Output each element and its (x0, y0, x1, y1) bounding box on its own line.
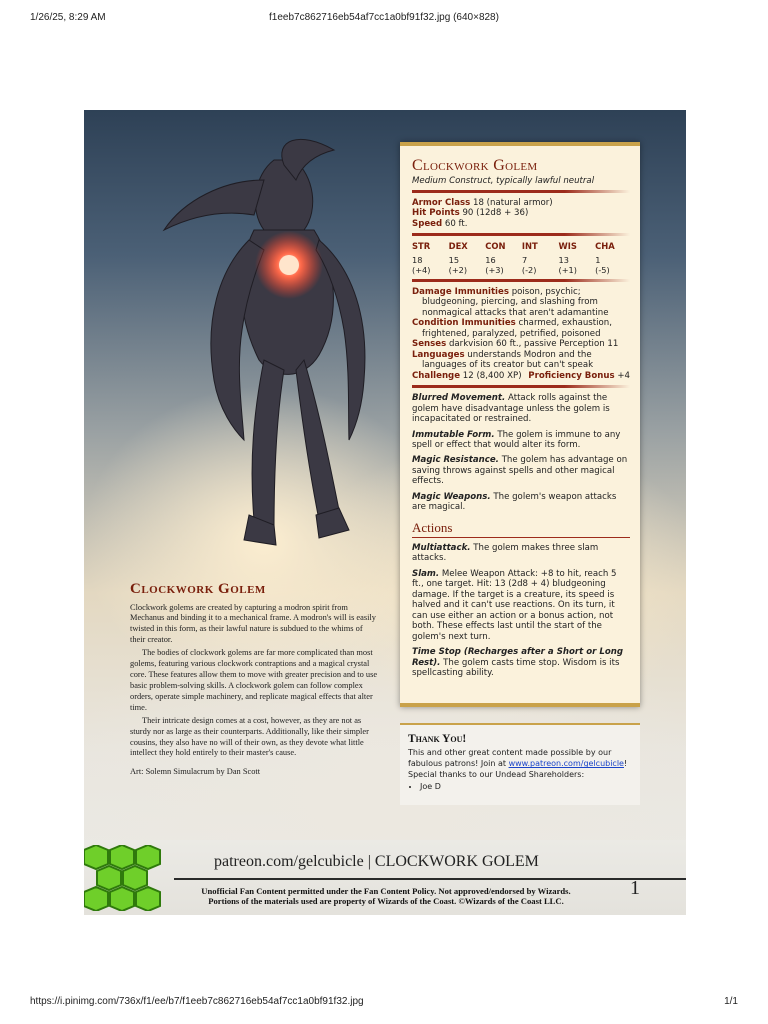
armor-class-row (412, 198, 630, 208)
action-name: Slam. (412, 568, 440, 579)
legal-line: Unofficial Fan Content permitted under the Fan Content Policy. Not approved/endorsed by Wizards. (201, 886, 571, 896)
print-url: https://i.pinimg.com/736x/f1/ee/b7/f1eeb7c862716eb54af7cc1a0bf91f32.jpg (30, 996, 364, 1007)
hit-points-value: 90 (12d8 + 36) (462, 208, 529, 219)
speed-label: Speed (412, 218, 443, 229)
lore-paragraph: Clockwork golems are created by capturing a modron spirit from Mechanus and binding it to a mechanical frame. A modron's will is easily twisted in this form, as their lawful nature is subdued to the whims of their creator. (130, 602, 376, 645)
proficiency-label: Proficiency Bonus (528, 370, 615, 381)
ability-value: 16 (+3) (485, 254, 504, 275)
thanks-text (408, 747, 632, 781)
action-slam (412, 569, 630, 642)
thanks-text-part: ! Special thanks to our Undead Shareholders: (408, 759, 628, 780)
print-page-count: 1/1 (724, 996, 738, 1007)
challenge-row (412, 371, 630, 381)
armor-class-label: Armor Class (412, 198, 471, 208)
trait-magic-weapons (412, 492, 630, 513)
senses-row (412, 339, 630, 349)
condition-immunities-value: charmed, exhaustion, frightened, paralyzed, petrified, poisoned (422, 318, 612, 339)
ability-name: CON (485, 241, 506, 252)
print-filename: f1eeb7c862716eb54af7cc1a0bf91f32.jpg (640×828) (269, 12, 499, 23)
statblock-name: Clockwork Golem (412, 157, 538, 174)
page-number: 1 (630, 877, 640, 899)
action-text: Melee Weapon Attack: +8 to hit, reach 5 ft., one target. Hit: 13 (2d8 + 4) bludgeoning damage. If the target is a creature, its speed is halved and it can't use reactions. On its turn, it can use either an action or a bonus action, not both. These effects last until the start of the golem's next turn. (412, 568, 617, 642)
trait-text: The golem is immune to any spell or effect that would alter its form. (412, 429, 621, 450)
ability-int (522, 241, 557, 274)
thanks-text-part: This and other great content made possible by our fabulous patrons! Join at (408, 748, 612, 769)
lore-title: Clockwork Golem (130, 581, 266, 597)
trait-name: Magic Resistance. (412, 455, 499, 466)
senses-value: darkvision 60 ft., passive Perception 11 (448, 339, 619, 350)
lore-paragraph: The bodies of clockwork golems are far more complicated than most golems, featuring various clockwork contraptions and a magical crystal core. These features allow them to move with greater precision and to use basic problem-solving skills. A clockwork golem can follow complex orders, operate simple machinery, and replicate magical effects that alter time. (130, 648, 378, 712)
shareholder-list (408, 781, 632, 792)
trait-text: The golem has advantage on saving throws against spells and other magical effects. (412, 455, 628, 487)
languages-value: understands Modron and the languages of its creator but can't speak (422, 349, 594, 371)
ability-con (485, 241, 520, 274)
ability-name: INT (521, 241, 538, 252)
print-footer (30, 996, 738, 1010)
speed-value: 60 ft. (444, 218, 468, 229)
ability-name: DEX (448, 241, 468, 252)
legal-notice (176, 887, 596, 907)
challenge (412, 371, 522, 381)
languages-label: Languages (412, 349, 465, 360)
action-text: The golem makes three slam attacks. (412, 542, 599, 564)
proficiency-value: +4 (617, 370, 630, 381)
golem-illustration (124, 120, 447, 560)
ability-value: 13 (+1) (558, 254, 577, 275)
trait-name: Magic Weapons. (412, 491, 491, 502)
lore-section (130, 580, 380, 780)
ability-wis (559, 241, 594, 274)
trait-blurred-movement (412, 393, 630, 424)
print-datetime: 1/26/25, 8:29 AM (30, 12, 106, 23)
ability-value: 15 (+2) (448, 254, 468, 275)
hit-points-row (412, 208, 630, 218)
patreon-link[interactable]: www.patreon.com/gelcubicle (508, 759, 624, 769)
ability-name: CHA (595, 241, 615, 252)
ability-value: 7 (-2) (521, 254, 537, 275)
shareholder-name: • Joe D (420, 781, 632, 792)
trait-text: Attack rolls against the golem have disadvantage unless the golem is incapacitated or restrained. (412, 393, 610, 425)
document-page (84, 110, 686, 915)
damage-immunities-value: poison, psychic; bludgeoning, piercing, and slashing from nonmagical attacks that aren't adamantine (422, 286, 609, 318)
print-header (30, 12, 738, 26)
armor-class-value: 18 (natural armor) (473, 198, 553, 208)
stat-block (400, 142, 640, 707)
condition-immunities-row (412, 318, 630, 339)
trait-name: Blurred Movement. (412, 393, 506, 404)
ability-dex (449, 241, 484, 274)
action-name: Multiattack. (412, 542, 471, 553)
footer-rule (174, 878, 686, 880)
hit-points-label: Hit Points (412, 208, 460, 219)
languages-row (412, 350, 630, 371)
trait-name: Immutable Form. (412, 429, 495, 440)
speed-row (412, 219, 630, 229)
senses-label: Senses (412, 339, 447, 350)
statblock-divider (412, 279, 630, 282)
trait-immutable-form (412, 430, 630, 451)
challenge-label: Challenge (412, 370, 461, 381)
footer-title: patreon.com/gelcubicle | CLOCKWORK GOLEM (214, 853, 539, 870)
action-multiattack (412, 543, 630, 564)
statblock-divider (412, 233, 630, 236)
hexagon-logo-icon (84, 845, 174, 911)
damage-immunities-row (412, 287, 630, 318)
ability-cha (595, 241, 630, 274)
legal-line: Portions of the materials used are property of Wizards of the Coast. ©Wizards of the Coast LLC. (208, 895, 564, 906)
ability-scores (412, 241, 630, 274)
actions-heading: Actions (412, 520, 630, 538)
challenge-value: 12 (8,400 XP) (462, 370, 522, 381)
art-credit: Art: Solemn Simulacrum by Dan Scott (130, 767, 261, 777)
action-text: The golem casts time stop. Wisdom is its spellcasting ability. (412, 657, 620, 679)
ability-name: STR (412, 241, 431, 252)
action-time-stop (412, 647, 630, 678)
condition-immunities-label: Condition Immunities (412, 318, 516, 329)
trait-magic-resistance (412, 455, 630, 486)
proficiency-bonus (528, 371, 630, 381)
lore-paragraph: Their intricate design comes at a cost, however, as they are not as sturdy nor as large as their counterparts. Additionally, like their simpler cousins, they also have no will of their own, as they devote what little intellect they hold entirely to their master's cause. (130, 715, 369, 758)
statblock-divider (412, 190, 630, 193)
ability-str (412, 241, 447, 274)
statblock-divider (412, 385, 630, 388)
damage-immunities-label: Damage Immunities (412, 286, 509, 297)
trait-text: The golem's weapon attacks are magical. (412, 491, 617, 513)
statblock-type: Medium Construct, typically lawful neutral (412, 175, 595, 186)
thanks-title: Thank You! (408, 733, 467, 745)
action-name: Time Stop (Recharges after a Short or Long Rest). (412, 647, 624, 668)
ability-value: 1 (-5) (595, 254, 610, 275)
thank-you-box (400, 723, 640, 805)
ability-name: WIS (558, 241, 577, 252)
ability-value: 18 (+4) (412, 254, 431, 275)
